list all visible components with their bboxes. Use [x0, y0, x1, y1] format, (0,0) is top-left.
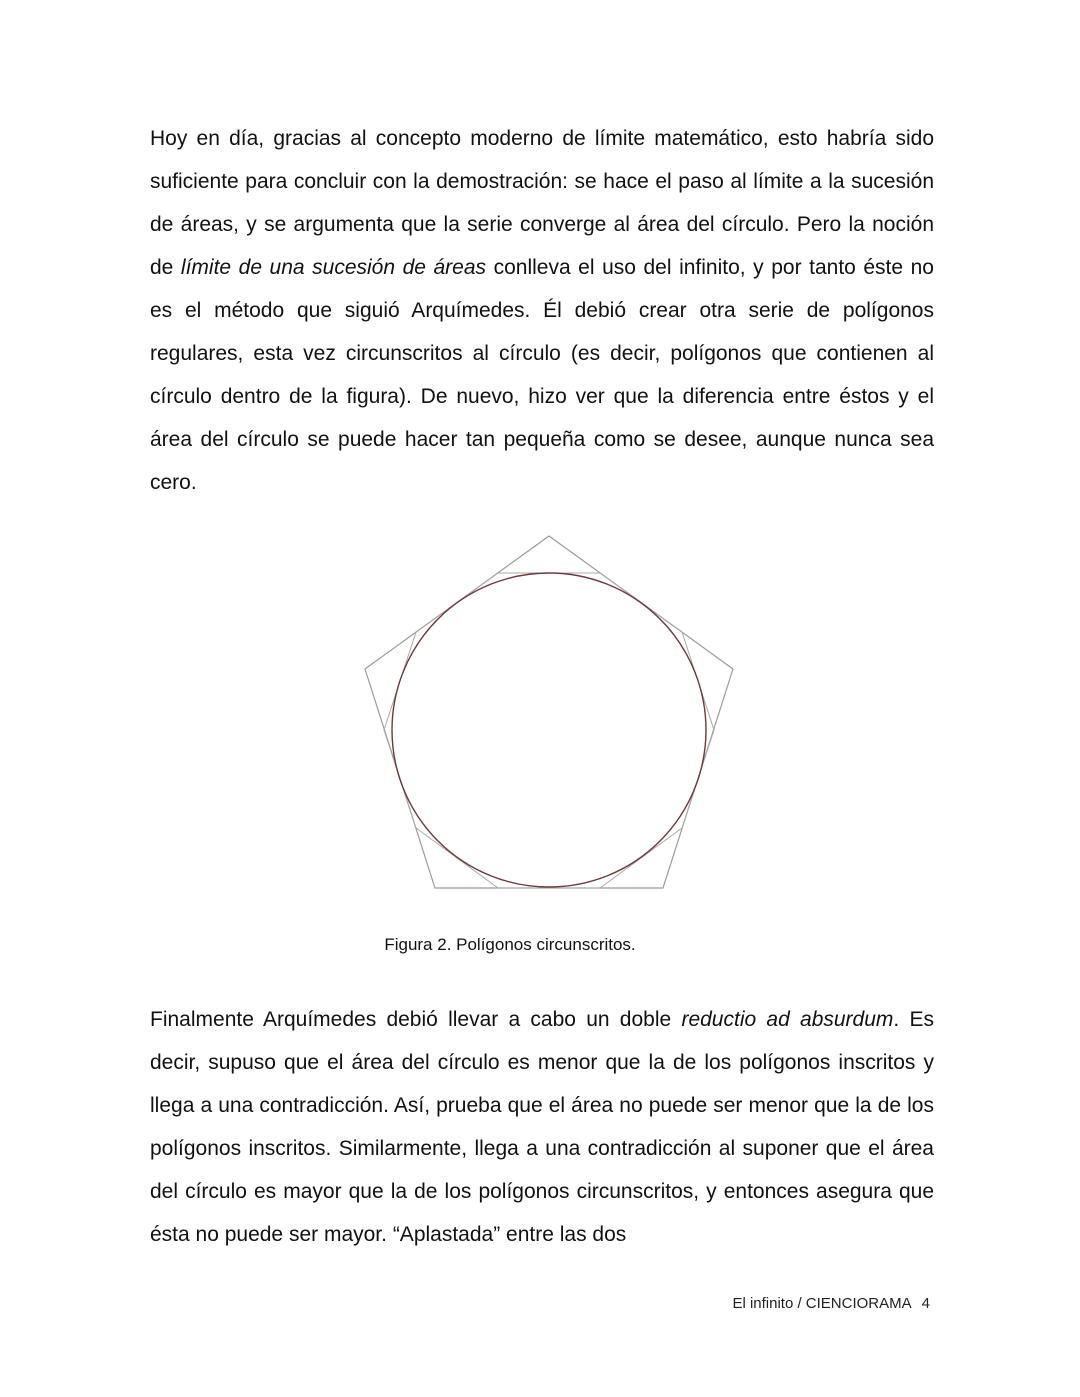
paragraph-1-emphasis: límite de una sucesión de áreas — [180, 256, 487, 279]
page-footer — [732, 1293, 930, 1315]
inscribed-circle — [392, 573, 706, 887]
circumscribed-pentagon — [365, 536, 733, 888]
circumscribed-polygons-figure — [360, 530, 740, 895]
paragraph-1-text-b: conlleva el uso del infinito, y por tanto éste no es el método que siguió Arquímedes. Él debió crear otra serie de polígonos regulares, esta vez circunscritos al círculo (es decir, polígonos que contienen al círculo dentro de la figura). De nuevo, hizo ver que la diferencia entre éstos y el área del círculo se puede hacer tan pequeña como se desee, aunque nunca sea cero. — [150, 256, 934, 494]
paragraph-2-emphasis: reductio ad absurdum — [681, 1008, 894, 1031]
figure-caption: Figura 2. Polígonos circunscritos. — [384, 935, 636, 954]
page-number: 4 — [921, 1295, 930, 1312]
footer-running-title: El infinito / CIENCIORAMA — [732, 1295, 912, 1312]
paragraph-1 — [150, 117, 934, 504]
paragraph-2-text-b: . Es decir, supuso que el área del círculo es menor que la de los polígonos inscritos y llega a una contradicción. Así, prueba que el área no puede ser menor que la de los polígonos inscritos. Similarmente, llega a una contradicción al suponer que el área del círculo es mayor que la de los polígonos circunscritos, y entonces asegura que ésta no puede ser mayor. “Aplastada” entre las dos — [150, 1008, 934, 1246]
circumscribed-decagon — [384, 573, 714, 888]
paragraph-2 — [150, 998, 934, 1256]
paragraph-1-text-a: Hoy en día, gracias al concepto moderno de límite matemático, esto habría sido suficiente para concluir con la demostración: se hace el paso al límite a la sucesión de áreas, y se argumenta que la serie converge al área del círculo. Pero la noción de — [150, 127, 934, 279]
paragraph-2-text-a: Finalmente Arquímedes debió llevar a cabo un doble — [150, 1008, 682, 1031]
